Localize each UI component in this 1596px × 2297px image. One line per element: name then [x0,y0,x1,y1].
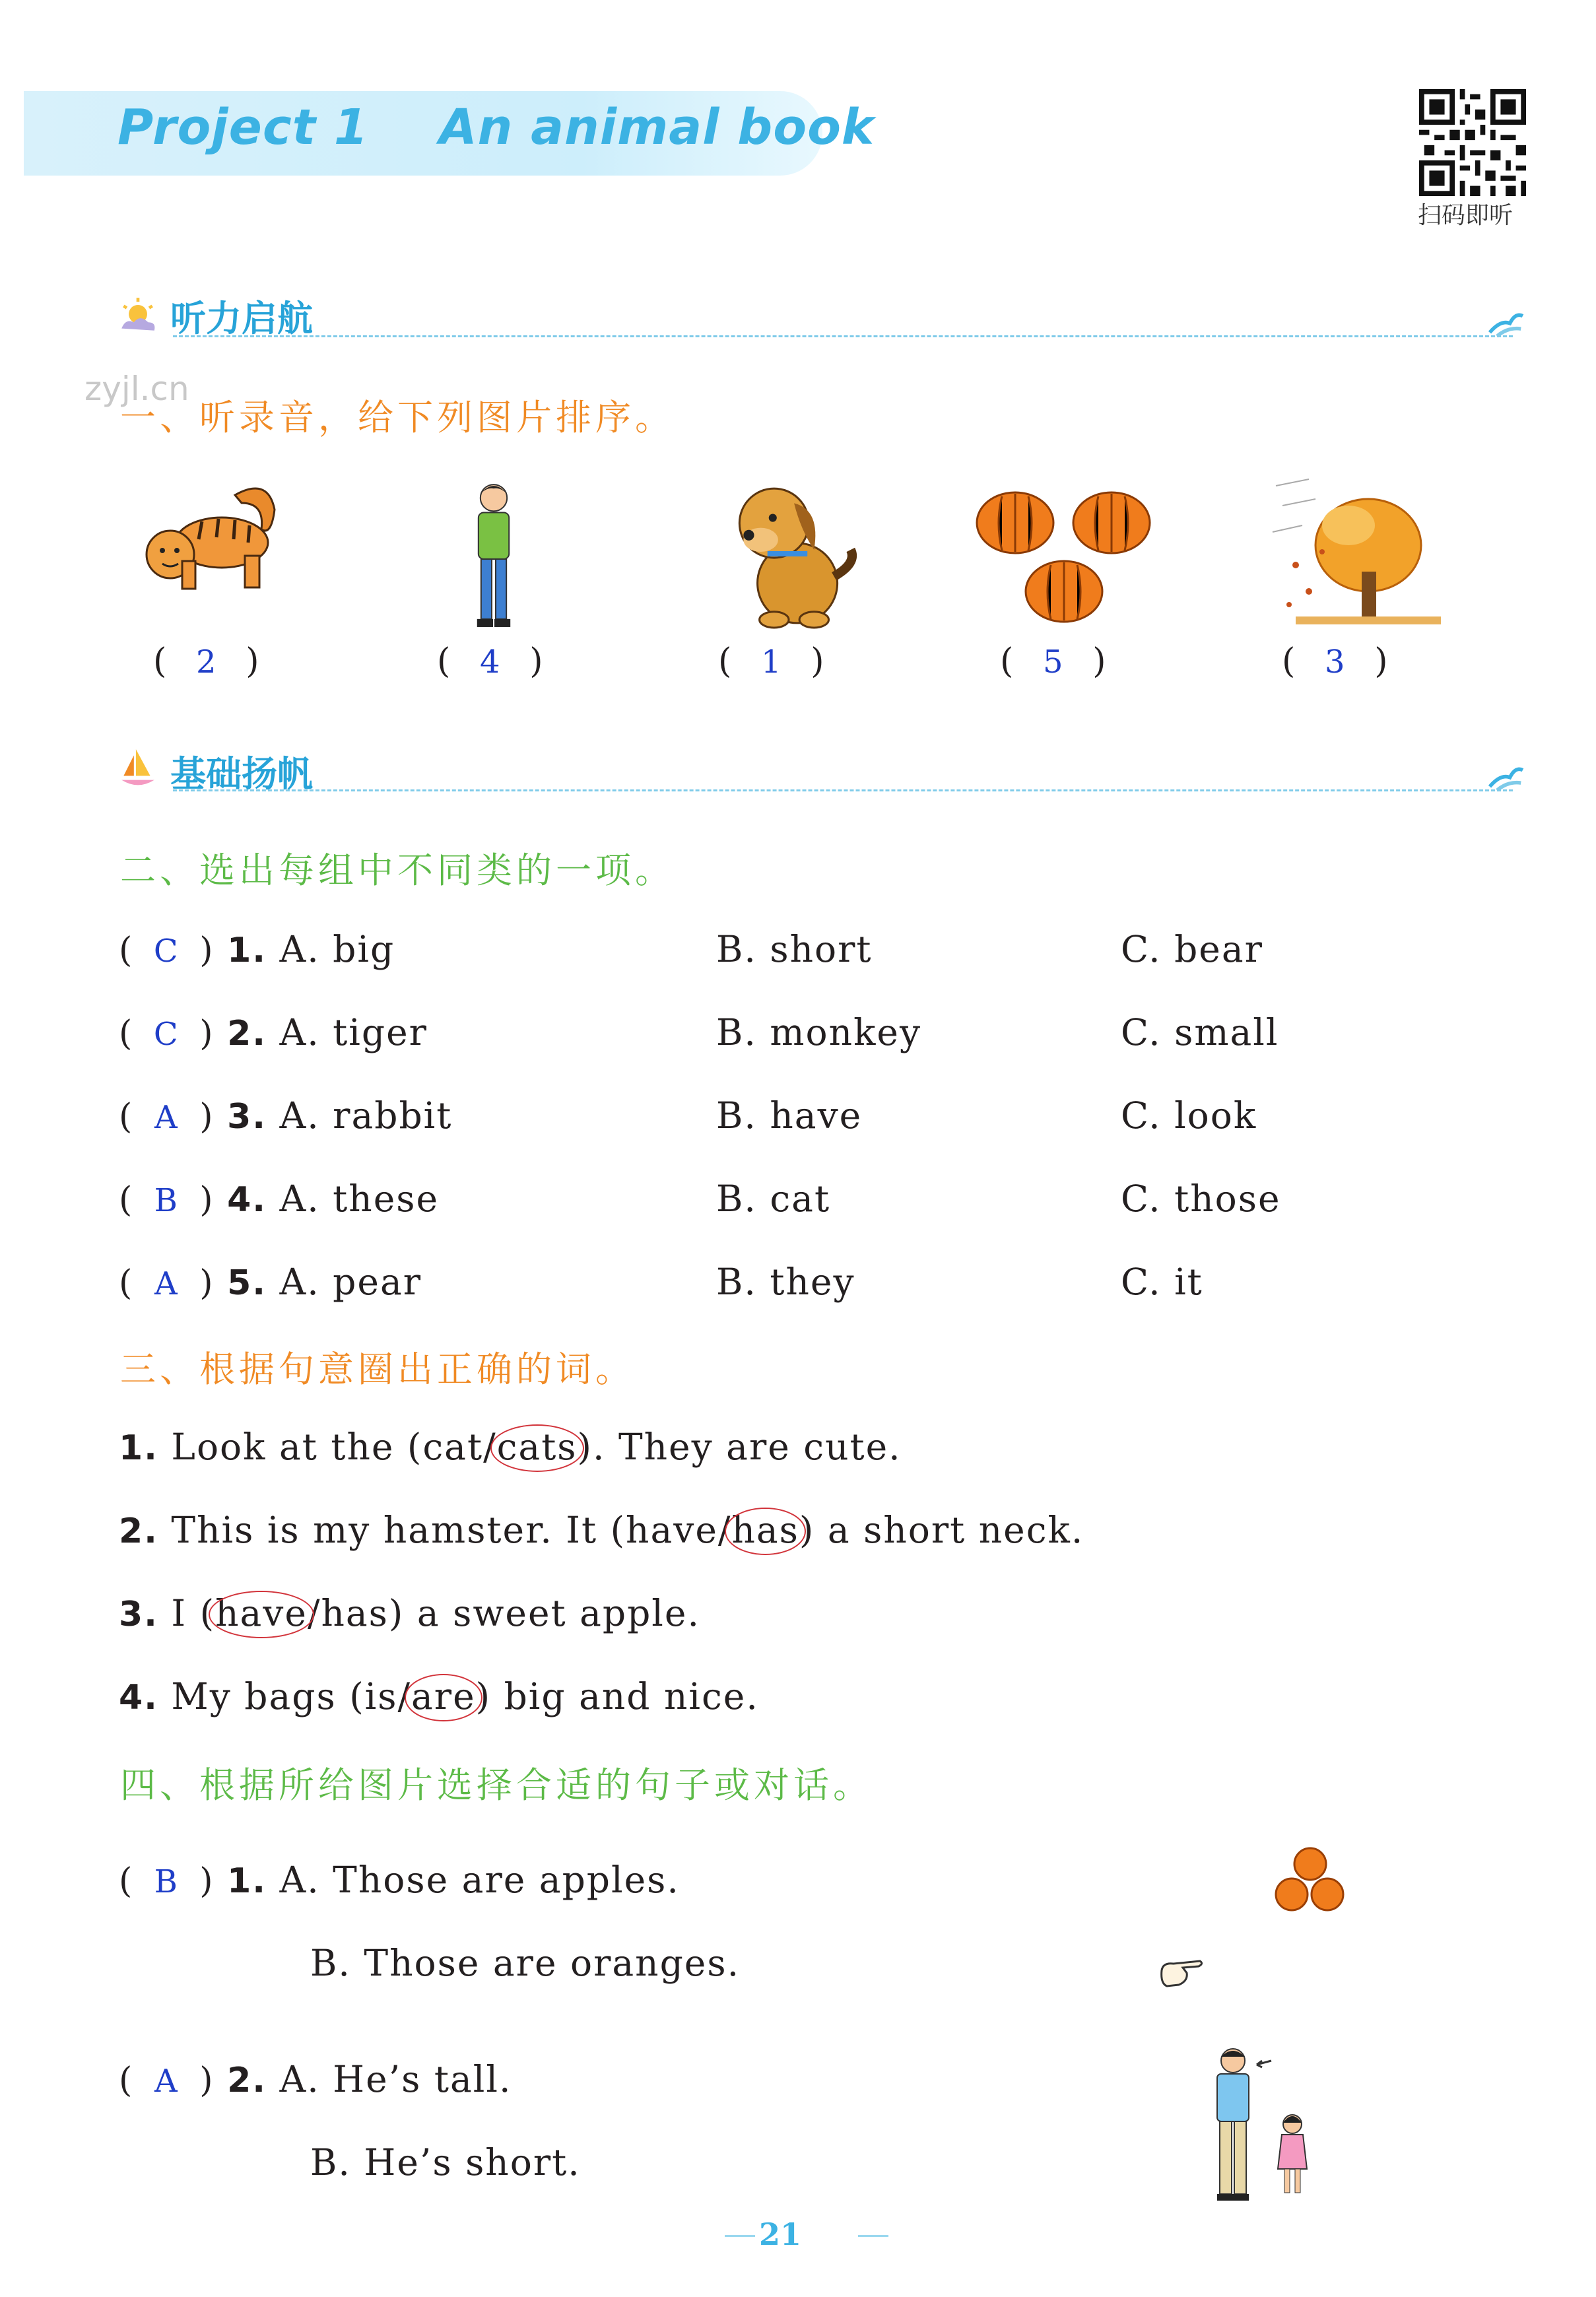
circled-word [497,1426,578,1468]
item-number: 2. [227,1014,267,1053]
item-number: 1. [227,931,267,970]
option-c: C. it [1121,1261,1203,1303]
item-number: 1. [119,1428,158,1468]
project-label: Project 1 [117,99,369,156]
ex2-item-5: ( A ) 5. A. pear [119,1261,422,1303]
page-number-rule-left [725,2235,755,2237]
circled-word [411,1675,476,1717]
option-a: A. tiger [279,1011,428,1053]
answer-circle [405,1674,482,1721]
ex3-item-1 [119,1426,902,1468]
answer-value: A [154,2063,179,2100]
answer-circle [490,1424,584,1472]
qr-caption: 扫码即听 [1418,202,1513,229]
sentence-end: ) a short neck. [799,1509,1084,1551]
qr-code-icon[interactable] [1419,89,1526,196]
section-divider [173,789,1513,791]
circled-text: has [731,1509,799,1551]
item-number: 2. [227,2061,267,2100]
watermark: zyjl.cn [84,370,189,408]
answer-value: C [153,1016,180,1053]
ex3-item-4 [119,1675,759,1717]
pumpkins-picture [974,487,1153,628]
item-number: 4. [227,1180,267,1220]
answer-blank-3: ( 1 ) [718,642,824,681]
item-number: 4. [119,1678,158,1717]
sentence-start: Look at the (cat/ [171,1426,497,1468]
sentence-start: My bags (is/ [171,1675,412,1717]
page-number-rule-right [858,2235,888,2237]
option-a: A. big [279,928,395,970]
option-c: C. look [1121,1094,1257,1137]
answer-value: 2 [196,644,216,681]
ex2-item-3: ( A ) 3. A. rabbit [119,1094,453,1137]
oranges-picture [1271,1844,1350,1917]
answer-value: 1 [761,644,781,681]
ex2-item-2: ( C ) 2. A. tiger [119,1011,428,1053]
sailboat-icon [117,745,158,791]
section-divider [173,335,1513,337]
tiger-picture [135,477,295,595]
answer-value: A [154,1099,179,1136]
answer-value: 3 [1325,644,1345,681]
section-heading-basics: 基础扬帆 [170,753,313,795]
option-a: A. pear [279,1261,422,1303]
answer-value: 4 [480,644,500,681]
answer-value: A [154,1265,179,1302]
option-a: A. rabbit [279,1094,453,1137]
answer-blank-1: ( 2 ) [153,642,259,681]
option-c: C. those [1121,1178,1281,1220]
answer-circle [209,1591,314,1638]
circled-word [215,1592,308,1634]
answer-blank-5: ( 3 ) [1282,642,1388,681]
circled-text: have [215,1592,308,1634]
option-c: C. bear [1121,928,1263,970]
exercise-4-title: 四、根据所给图片选择合适的句子或对话。 [120,1764,873,1806]
page-title [117,99,875,156]
dog-picture [721,477,861,630]
option-a: A. He’s tall. [279,2058,512,2100]
option-b: B. He’s short. [310,2141,581,2183]
project-subtitle: An animal book [439,99,875,156]
autumn-tree-picture [1269,473,1442,631]
item-number: 3. [119,1595,158,1634]
item-number: 5. [227,1263,267,1303]
sentence-end: ). They are cute. [577,1426,902,1468]
sentence-end: /has) a sweet apple. [307,1592,700,1634]
circled-text: cats [496,1426,578,1468]
option-b: B. they [716,1261,855,1303]
answer-circle [725,1508,805,1555]
sun-cloud-icon [117,296,158,337]
option-b: B. have [716,1094,863,1137]
wave-icon [1488,305,1525,338]
ex2-item-1: ( C ) 1. A. big [119,928,395,970]
circled-text: are [411,1675,476,1717]
sentence-start: This is my hamster. It (have/ [171,1509,732,1551]
option-a: A. these [279,1178,440,1220]
circled-word [731,1509,799,1551]
option-a: A. Those are apples. [279,1859,680,1901]
ex4-item-2: ( A ) 2. A. He’s tall. [119,2058,512,2100]
item-number: 2. [119,1512,158,1551]
sentence-end: ) big and nice. [475,1675,759,1717]
pointing-hand-icon [1156,1950,1204,1997]
wave-icon [1488,759,1525,792]
tall-man-and-girl-picture [1200,2045,1319,2203]
option-b: B. Those are oranges. [310,1942,741,1984]
page-number: 21 [759,2216,802,2252]
exercise-3-title: 三、根据句意圈出正确的词。 [120,1348,635,1390]
section-heading-listening: 听力启航 [170,298,313,339]
option-c: C. small [1121,1011,1279,1053]
option-b: B. cat [716,1178,831,1220]
exercise-2-title: 二、选出每组中不同类的一项。 [120,849,675,891]
exercise-1-title: 一、听录音，给下列图片排序。 [120,397,675,438]
answer-value: B [154,1182,179,1219]
sentence-start: I ( [171,1592,216,1634]
item-number: 1. [227,1861,267,1901]
answer-blank-2: ( 4 ) [437,642,543,681]
ex3-item-3 [119,1592,700,1634]
ex4-item-1: ( B ) 1. A. Those are apples. [119,1859,680,1901]
boy-picture [463,478,524,631]
answer-value: B [154,1863,179,1900]
item-number: 3. [227,1097,267,1137]
answer-value: 5 [1043,644,1063,681]
option-b: B. short [716,928,873,970]
answer-blank-4: ( 5 ) [1000,642,1106,681]
option-b: B. monkey [716,1011,922,1053]
ex3-item-2 [119,1509,1084,1551]
answer-value: C [153,933,180,970]
ex2-item-4: ( B ) 4. A. these [119,1178,440,1220]
